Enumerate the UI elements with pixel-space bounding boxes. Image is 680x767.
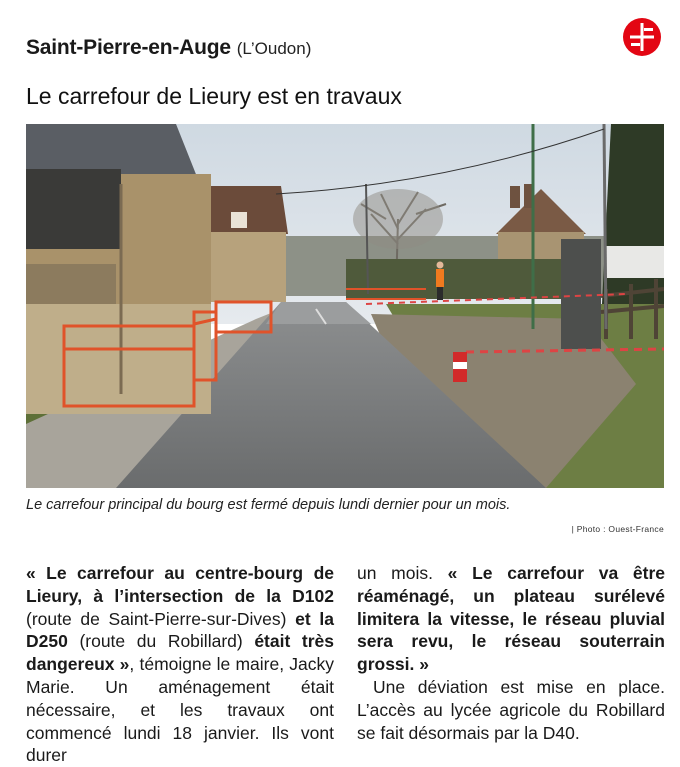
paragraph-body: , témoigne le maire, Jacky Marie. Un aménagement était nécessaire, et les travaux ont commencé lundi 18 janvier. Ils vont durer [26, 654, 334, 766]
route-d102-detail: (route de Saint-Pierre-sur-Dives) [26, 608, 296, 629]
paragraph [26, 562, 334, 767]
subplace-name: (L’Oudon) [236, 39, 312, 58]
quote-works: « Le carrefour va être réaménagé, un plateau surélevé limitera la vitesse, le réseau pluvial sera revu, le réseau souterrain grossi. » [357, 563, 666, 675]
roadworks-photo [26, 124, 664, 488]
article-header [26, 36, 311, 60]
quote-mayor-part1: « Le carrefour au centre-bourg de Lieury, à l’intersection de la D102 [26, 563, 334, 606]
paragraph-continuation: un mois. [357, 563, 448, 583]
article-headline: Le carrefour de Lieury est en travaux [26, 83, 402, 109]
paragraph-deviation: Une déviation est mise en place. L’accès au lycée agricole du Robillard se fait désormais par la D40. [357, 676, 665, 743]
quote-mayor-part3: était très dangereux » [26, 631, 334, 675]
article-photo [26, 124, 664, 488]
photo-credit: | Photo : Ouest-France [571, 524, 664, 534]
article-column-2 [357, 562, 665, 744]
place-name: Saint-Pierre-en-Auge [26, 36, 231, 59]
photo-caption: Le carrefour principal du bourg est fermé depuis lundi dernier pour un mois. [26, 497, 511, 513]
article-column-1 [26, 562, 334, 767]
quote-mayor-part2: et la D250 [26, 608, 334, 652]
route-d250-detail: (route du Robillard) [67, 631, 255, 652]
paragraph [357, 562, 665, 676]
ouest-france-logo-icon [622, 17, 662, 57]
